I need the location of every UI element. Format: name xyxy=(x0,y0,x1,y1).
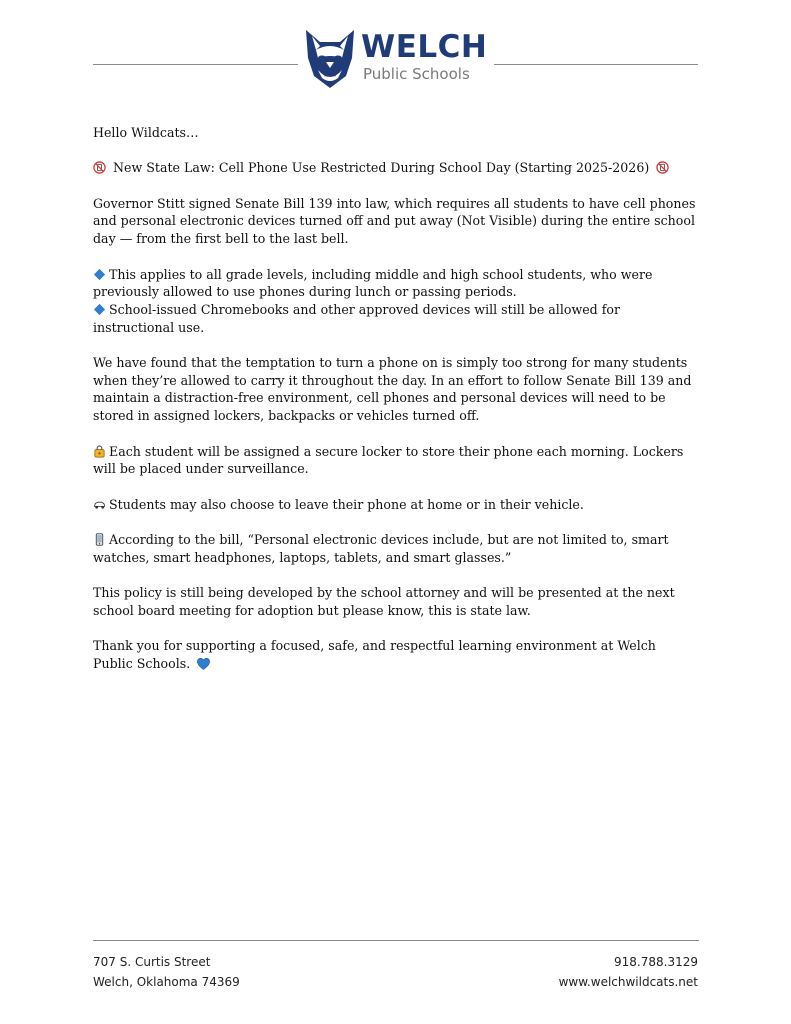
bullet-grade-levels: This applies to all grade levels, including middle and high school students, who were previously allowed to use phones during lunch or passing periods. xyxy=(93,266,653,300)
locker-paragraph: Each student will be assigned a secure locker to store their phone each morning. Lockers will be placed under surveillance. xyxy=(93,443,684,477)
footer-address xyxy=(93,952,240,992)
blue-diamond-icon xyxy=(93,268,106,281)
no-phones-icon xyxy=(93,161,106,174)
temptation-paragraph: We have found that the temptation to turn a phone on is simply too strong for many students when they’re allowed to carry it throughout the day. In an effort to follow Senate Bill 139 and maintain a distraction-free environment, cell phones and personal devices will need to be stored in assigned lockers, backpacks or vehicles turned off. xyxy=(93,355,692,424)
header-rule-right xyxy=(494,64,698,65)
devices-paragraph: According to the bill, “Personal electronic devices include, but are not limited to, smart watches, smart headphones, laptops, tablets, and smart glasses.” xyxy=(93,532,669,565)
logo-subtitle: Public Schools xyxy=(363,65,470,83)
footer-contact xyxy=(559,952,698,992)
letter-body xyxy=(93,124,699,690)
greeting: Hello Wildcats… xyxy=(93,125,199,140)
car-icon xyxy=(93,498,106,511)
phone-number: 918.788.3129 xyxy=(614,955,698,969)
blue-heart-icon xyxy=(196,656,211,671)
intro-paragraph: Governor Stitt signed Senate Bill 139 into law, which requires all students to have cell phones and personal electronic devices turned off and put away (Not Visible) during the entire school day — from the first bell to the last bell. xyxy=(93,195,696,247)
locker-icon xyxy=(93,445,106,458)
bullet-chromebooks: School-issued Chromebooks and other approved devices will still be allowed for instructional use. xyxy=(93,301,620,335)
address-line-2: Welch, Oklahoma 74369 xyxy=(93,975,240,989)
wildcat-logo xyxy=(302,28,358,90)
logo-title: WELCH xyxy=(361,29,488,65)
header-rule-left xyxy=(93,64,298,65)
letterhead xyxy=(0,0,791,100)
blue-diamond-icon xyxy=(93,303,106,316)
policy-paragraph: This policy is still being developed by the school attorney and will be presented at the next school board meeting for adoption but please know, this is state law. xyxy=(93,585,675,618)
thanks-paragraph: Thank you for supporting a focused, safe, and respectful learning environment at Welch Public Schools. xyxy=(93,638,656,671)
headline xyxy=(93,159,699,177)
website-link[interactable]: www.welchwildcats.net xyxy=(558,975,698,989)
vehicle-paragraph: Students may also choose to leave their phone at home or in their vehicle. xyxy=(93,496,699,514)
no-phones-icon xyxy=(656,161,669,174)
mobile-phone-icon xyxy=(93,533,106,546)
footer-rule xyxy=(93,940,699,941)
headline-text: New State Law: Cell Phone Use Restricted During School Day (Starting 2025-2026) xyxy=(113,160,650,176)
address-line-1: 707 S. Curtis Street xyxy=(93,955,211,969)
